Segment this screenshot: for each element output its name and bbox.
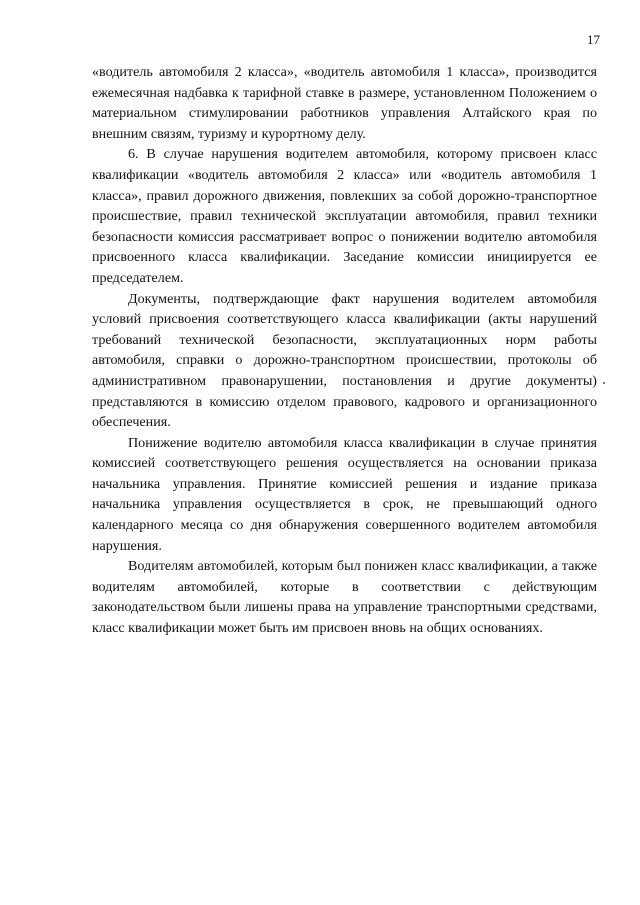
paragraph-class-reassignment: Водителям автомобилей, которым был понижен класс квалификации, а также водителям автомобилей, которые в соответствии с действующим законодательством были лишены права на управление транспортными средствами, класс квалификации может быть им присвоен вновь на общих основаниях. — [92, 558, 597, 637]
paragraph-violation-documents: Документы, подтверждающие факт нарушения водителем автомобиля условий присвоения соответствующего класса квалификации (акты нарушений требований технической безопасности, эксплуатационных норм работы автомобиля, справки о дорожно-транспортном происшествии, протоколы об административном правонарушении, постановления и другие документы) представляются в комиссию отделом правового, кадрового и организационного обеспечения. — [92, 290, 597, 431]
page-number: 17 — [587, 32, 600, 47]
paragraph-class-downgrade: Понижение водителю автомобиля класса квалификации в случае принятия комиссией соответствующего решения осуществляется на основании приказа начальника управления. Принятие комиссией решения и издание приказа начальника управления осуществляется в срок, не превышающий одного календарного месяца со дня обнаружения совершенного водителем автомобиля нарушения. — [92, 434, 597, 554]
document-body — [92, 62, 597, 639]
paragraph-violation-clause-6: 6. В случае нарушения водителем автомобиля, которому присвоен класс квалификации «водитель автомобиля 2 класса» или «водитель автомобиля 1 класса», правил дорожного движения, повлекших за собой дорожно-транспортное происшествие, правил технической эксплуатации автомобиля, правил техники безопасности комиссия рассматривает вопрос о понижении водителю автомобиля присвоенного класса квалификации. Заседание комиссии инициируется ее председателем. — [92, 146, 597, 286]
scan-speck — [603, 382, 605, 384]
paragraph-bonus-continuation: «водитель автомобиля 2 класса», «водитель автомобиля 1 класса», производится ежемесячная надбавка к тарифной ставке в размере, установленном Положением о материальном стимулировании работников управления Алтайского края по внешним связям, туризму и курортному делу. — [92, 64, 597, 142]
